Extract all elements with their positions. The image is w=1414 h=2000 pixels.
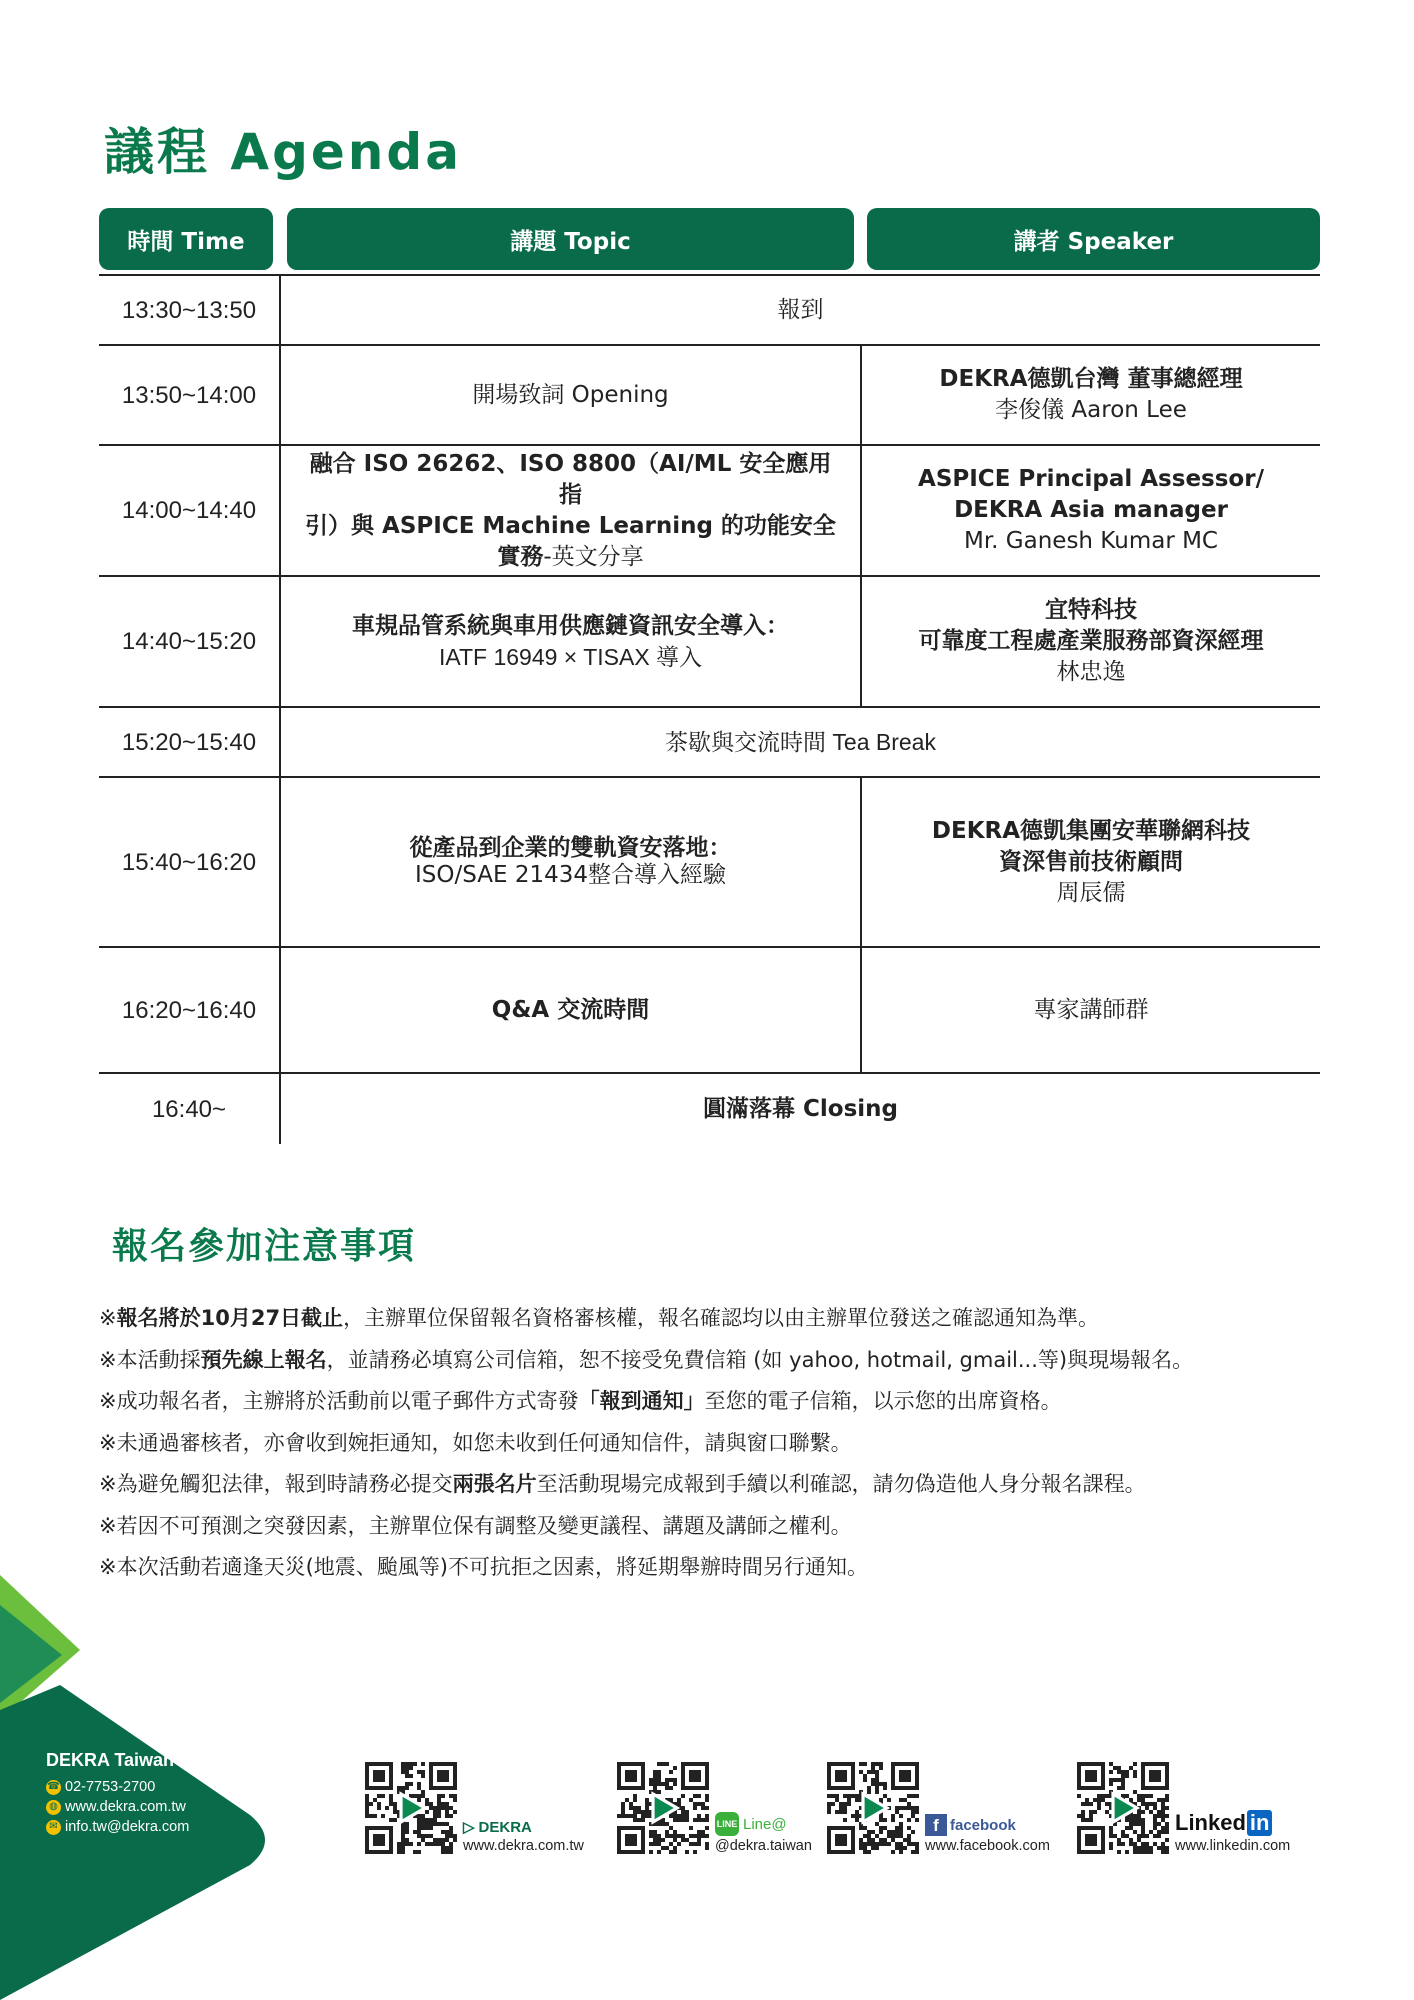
notes-title: 報名參加注意事項	[112, 1226, 417, 1267]
time-cell: 15:40~16:20	[121, 848, 257, 876]
span-cell: 圓滿落幕 Closing	[279, 1074, 1320, 1144]
table-row	[99, 276, 1320, 346]
topic-cell: Q&A 交流時間	[279, 948, 860, 1072]
dekra-logo-icon: ▷	[463, 1819, 475, 1836]
speaker-cell: DEKRA德凱集團安華聯網科技 資深售前技術顧問 周辰儒	[860, 778, 1320, 946]
header-topic: 講題 Topic	[287, 208, 854, 270]
qr-code-icon	[827, 1762, 919, 1854]
table-row	[99, 1074, 1320, 1144]
time-cell: 13:30~13:50	[121, 296, 257, 324]
table-row	[99, 446, 1320, 577]
speaker-name: 李俊儀 Aaron Lee	[995, 397, 1187, 423]
list-item: ※為避免觸犯法律，報到時請務必提交兩張名片至活動現場完成報到手續以利確認，請勿偽造他人身分報名課程。	[99, 1472, 1146, 1496]
line-icon: LINE	[715, 1812, 739, 1836]
list-item: ※本活動採預先線上報名，並請務必填寫公司信箱，恕不接受免費信箱 (如 yahoo, hotmail, gmail...等)與現場報名。	[99, 1347, 1194, 1372]
mail-icon: ✉	[46, 1820, 61, 1835]
social-line[interactable]: LINE Line@ @dekra.taiwan	[617, 1762, 812, 1854]
table-row	[99, 577, 1320, 708]
time-cell: 14:00~14:40	[121, 497, 257, 524]
list-item: ※報名將於10月27日截止，主辦單位保留報名資格審核權，報名確認均以由主辦單位發送之確認通知為準。	[99, 1306, 1100, 1330]
table-row	[99, 948, 1320, 1074]
time-cell: 13:50~14:00	[121, 381, 257, 409]
table-header	[99, 208, 1320, 276]
company-info	[46, 1750, 189, 1837]
list-item: ※未通過審核者，亦會收到婉拒通知，如您未收到任何通知信件，請與窗口聯繫。	[99, 1430, 852, 1455]
span-cell: 茶歇與交流時間 Tea Break	[279, 708, 1320, 776]
time-cell: 15:20~15:40	[121, 728, 257, 756]
topic-cell: 車規品管系統與車用供應鏈資訊安全導入： IATF 16949 × TISAX 導入	[279, 577, 860, 706]
topic-cell: 開場致詞 Opening	[279, 346, 860, 444]
header-time: 時間 Time	[99, 208, 273, 270]
table-row	[99, 708, 1320, 778]
social-facebook[interactable]: f facebook www.facebook.com	[827, 1762, 1050, 1854]
page-title: 議程 Agenda	[104, 123, 462, 181]
qr-code-icon	[365, 1762, 457, 1854]
qr-code-icon	[1077, 1762, 1169, 1854]
header-speaker: 講者 Speaker	[867, 208, 1320, 270]
phone-icon: ☎	[46, 1780, 61, 1795]
speaker-cell: 專家講師群	[860, 948, 1320, 1072]
speaker-cell	[860, 346, 1320, 444]
company-phone: 02-7753-2700	[65, 1779, 156, 1795]
time-cell: 14:40~15:20	[121, 628, 257, 655]
facebook-icon: f	[925, 1814, 947, 1836]
table-row	[99, 346, 1320, 446]
topic-cell: 從產品到企業的雙軌資安落地： ISO/SAE 21434整合導入經驗	[279, 778, 860, 946]
list-item: ※若因不可預測之突發因素，主辦單位保有調整及變更議程、講題及講師之權利。	[99, 1513, 852, 1538]
span-cell: 報到	[279, 276, 1320, 344]
topic-cell: 融合 ISO 26262、ISO 8800（AI/ML 安全應用指 引）與 ASPICE Machine Learning 的功能安全 實務-英文分享	[279, 446, 860, 575]
table-row	[99, 778, 1320, 948]
time-cell: 16:20~16:40	[121, 996, 257, 1024]
time-cell: 16:40~	[151, 1095, 227, 1123]
linkedin-icon: in	[1247, 1810, 1273, 1836]
social-linkedin[interactable]: Linked in www.linkedin.com	[1077, 1762, 1290, 1854]
qr-code-icon	[617, 1762, 709, 1854]
speaker-title: DEKRA德凱台灣 董事總經理	[939, 366, 1243, 392]
social-dekra[interactable]: ▷ DEKRA www.dekra.com.tw	[365, 1762, 584, 1854]
list-item: ※成功報名者，主辦將於活動前以電子郵件方式寄發「報到通知」至您的電子信箱，以示您的出席資格。	[99, 1389, 1062, 1413]
list-item: ※本次活動若適逢天災(地震、颱風等)不可抗拒之因素，將延期舉辦時間另行通知。	[99, 1555, 868, 1579]
company-web[interactable]: www.dekra.com.tw	[65, 1799, 186, 1815]
agenda-table	[99, 208, 1320, 1144]
company-email[interactable]: info.tw@dekra.com	[65, 1819, 190, 1835]
speaker-cell: ASPICE Principal Assessor/ DEKRA Asia manager Mr. Ganesh Kumar MC	[860, 446, 1320, 575]
globe-icon: ◍	[46, 1800, 61, 1815]
company-name: DEKRA Taiwan	[46, 1750, 175, 1770]
notes-list	[99, 1298, 1329, 1589]
speaker-cell: 宜特科技 可靠度工程處產業服務部資深經理 林忠逸	[860, 577, 1320, 706]
